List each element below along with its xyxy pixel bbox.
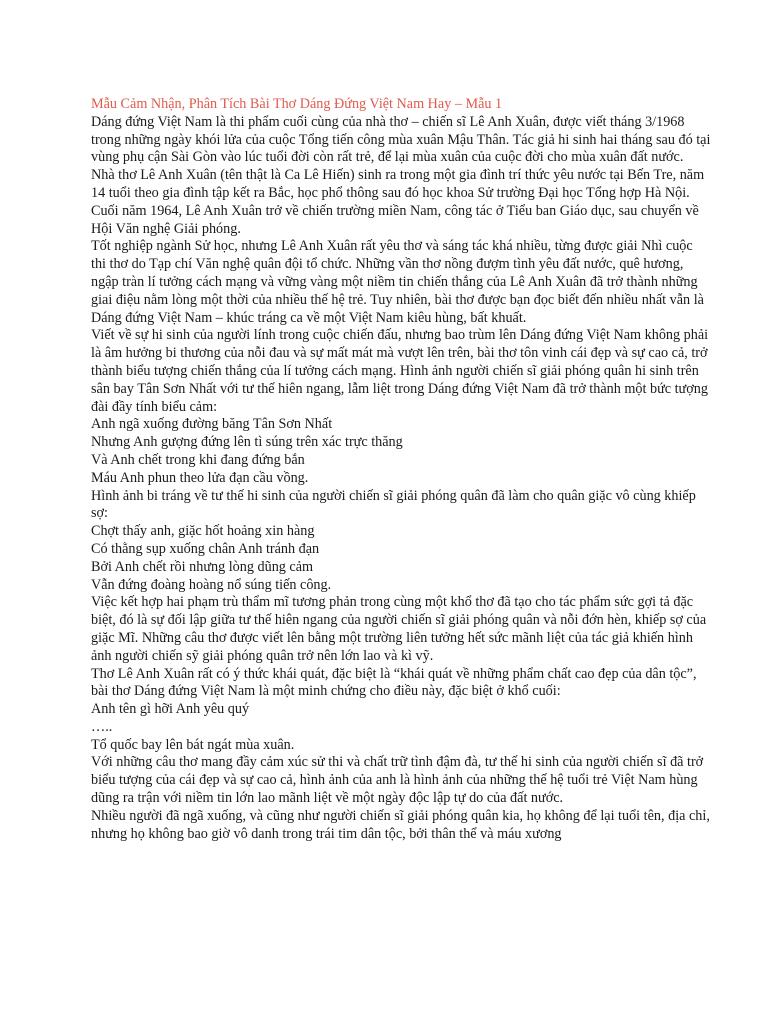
paragraph-theme: Viết về sự hi sinh của người lính trong cuộc chiến đấu, nhưng bao trùm lên Dáng đứng Việt Nam không phải là âm hưởng bi thương của nỗi đau và sự mất mát mà vượt lên trên, bài thơ tôn vinh cái đẹp và sự cao cả, trở thành biểu tượng chiến thắng của lí tưởng cách mạng. Hình ảnh người chiến sĩ giải phóng quân hi sinh trên sân bay Tân Sơn Nhất với tư thế hiên ngang, lẫm liệt trong Dáng đứng Việt Nam đã trở thành một bức tượng đài đầy tính biểu cảm: (91, 327, 709, 415)
verse-line: Có thằng sụp xuống chân Anh tránh đạn (91, 540, 320, 557)
paragraph-career: Tốt nghiệp ngành Sử học, nhưng Lê Anh Xuân rất yêu thơ và sáng tác khá nhiều, từng được giải Nhì cuộc thi thơ do Tạp chí Văn nghệ quân đội tổ chức. Những vần thơ nồng đượm tình yêu đất nước, quê hương, ngập tràn lí tưởng cách mạng và vững vàng một niềm tin chiến thắng của Lê Anh Xuân đã trở thành những giai điệu nằm lòng một thời của nhiều thế hệ trẻ. Tuy nhiên, bài thơ được bạn đọc biết đến nhiều nhất vẫn là Dáng đứng Việt Nam – khúc tráng ca về một Việt Nam kiêu hùng, bất khuất. (91, 238, 704, 326)
verse-line: Máu Anh phun theo lửa đạn cầu vồng. (91, 469, 309, 486)
verse-line: Anh tên gì hỡi Anh yêu quý (91, 701, 250, 718)
paragraph-generalization: Thơ Lê Anh Xuân rất có ý thức khái quát, đặc biệt là “khái quát về những phẩm chất cao đẹp của dân tộc”, bài thơ Dáng đứng Việt Nam là một minh chứng cho điều này, đặc biệt ở khổ cuối: (91, 665, 697, 700)
paragraph-author-bio: Nhà thơ Lê Anh Xuân (tên thật là Ca Lê Hiến) sinh ra trong một gia đình trí thức yêu nước tại Bến Tre, năm 14 tuổi theo gia đình tập kết ra Bắc, học phổ thông sau đó học khoa Sử trường Đại học Tổng hợp Hà Nội. Cuối năm 1964, Lê Anh Xuân trở về chiến trường miền Nam, công tác ở Tiểu ban Giáo dục, sau chuyển về Hội Văn nghệ Giải phóng. (91, 167, 705, 237)
paragraph-symbol: Với những câu thơ mang đầy cảm xúc sử thi và chất trữ tình đậm đà, tư thế hi sinh của người chiến sĩ đã trở biểu tượng của cái đẹp và sự cao cả, hình ảnh của anh là hình ảnh của những thế hệ tuổi trẻ Việt Nam hùng dũng ra trận với niềm tin lớn lao mãnh liệt về một ngày độc lập tự do của đất nước. (91, 754, 704, 807)
paragraph-contrast: Việc kết hợp hai phạm trù thẩm mĩ tương phản trong cùng một khổ thơ đã tạo cho tác phẩm sức gợi tả đặc biệt, đó là sự đối lập giữa tư thế hiên ngang của người chiến sĩ giải phóng quân và nỗi đớn hèn, khiếp sợ của giặc Mĩ. Những câu thơ được viết lên bằng một trường liên tưởng hết sức mãnh liệt của tác giả khiến hình ảnh người chiến sỹ giải phóng quân trở nên lớn lao và kì vỹ. (91, 594, 707, 664)
paragraph-sacrifice: Nhiều người đã ngã xuống, và cũng như người chiến sĩ giải phóng quân kia, họ không để lại tuổi tên, địa chỉ, nhưng họ không bao giờ vô danh trong trái tim dân tộc, bởi thân thể và máu xương (91, 807, 710, 842)
paragraph-intro: Dáng đứng Việt Nam là thi phẩm cuối cùng của nhà thơ – chiến sĩ Lê Anh Xuân, được viết tháng 3/1968 trong những ngày khói lửa của cuộc Tổng tiến công mùa xuân Mậu Thân. Tác giả hi sinh hai tháng sau đó tại vùng phụ cận Sài Gòn vào lúc tuổi đời còn rất trẻ, để lại mùa xuân của cuộc đời cho mùa xuân đất nước. (91, 113, 711, 166)
verse-line: Nhưng Anh gượng đứng lên tì súng trên xác trực thăng (91, 434, 403, 451)
verse-line: Tổ quốc bay lên bát ngát mùa xuân. (91, 736, 295, 753)
document-page (91, 96, 711, 843)
verse-line: Chợt thấy anh, giặc hốt hoảng xin hàng (91, 523, 315, 540)
verse-line: Bởi Anh chết rồi nhưng lòng dũng cảm (91, 558, 314, 575)
verse-line: Anh ngã xuống đường băng Tân Sơn Nhất (91, 416, 333, 433)
verse-ellipsis: ….. (91, 718, 113, 735)
document-heading: Mẫu Cảm Nhận, Phân Tích Bài Thơ Dáng Đứng Việt Nam Hay – Mẫu 1 (91, 96, 503, 112)
paragraph-image: Hình ảnh bi tráng về tư thế hi sinh của người chiến sĩ giải phóng quân đã làm cho quân giặc vô cùng khiếp sợ: (91, 487, 696, 522)
verse-line: Vẫn đứng đoàng hoàng nổ súng tiến công. (91, 576, 332, 593)
verse-line: Và Anh chết trong khi đang đứng bắn (91, 451, 305, 468)
